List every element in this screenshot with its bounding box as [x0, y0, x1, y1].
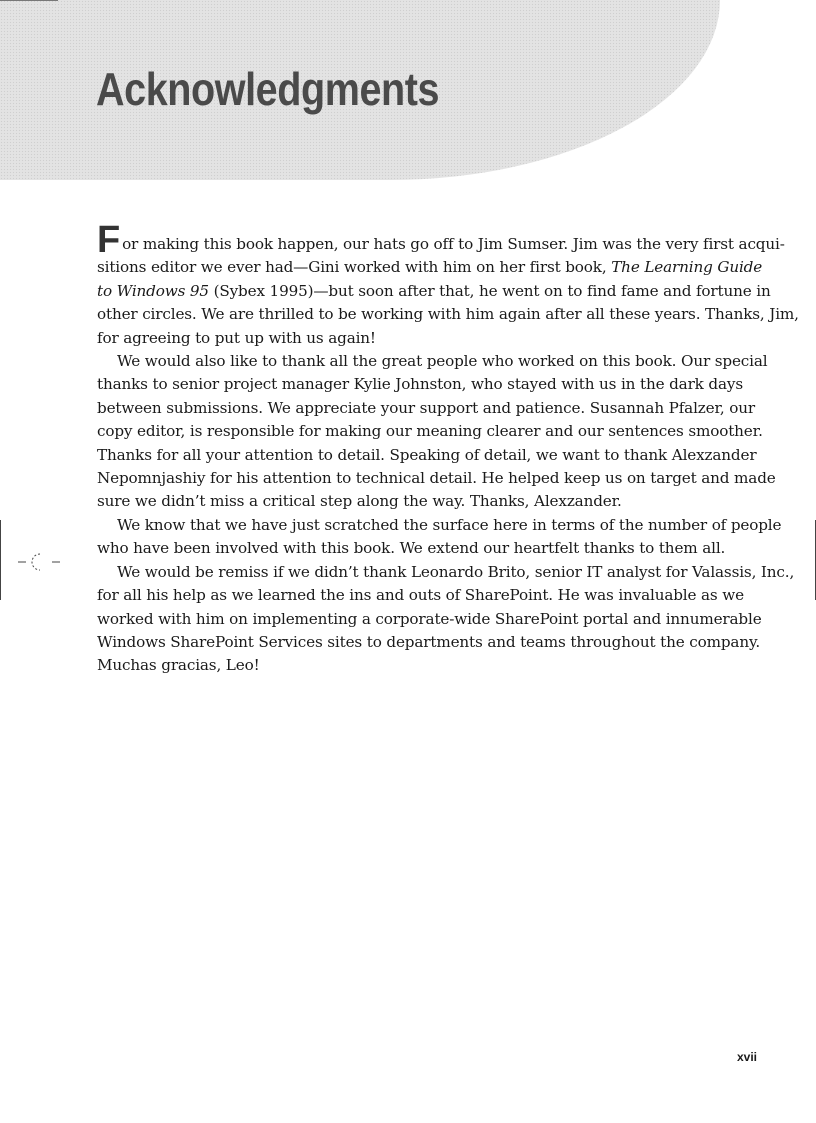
paragraph-2-line-5: Thanks for all your attention to detail. Speaking of detail, we want to thank Alexzander — [97, 445, 757, 464]
book-title: The Learning Guide — [611, 258, 763, 277]
paragraph-4 — [97, 561, 795, 678]
drop-cap: F — [97, 219, 121, 261]
paragraph-1-line-1: For making this book happen, our hats go off to Jim Sumser. Jim was the very first acqui- — [97, 219, 785, 261]
paragraph-1-line-2: sitions editor we ever had—Gini worked with him on her first book, The Learning Guide — [97, 258, 763, 277]
paragraph-2-line-6: Nepomnjashiy for his attention to technical detail. He helped keep us on target and made — [97, 469, 776, 488]
paragraph-4-line-1: We would be remiss if we didn’t thank Leonardo Brito, senior IT analyst for Valassis, Inc., — [117, 562, 795, 581]
paragraph-2-line-2: thanks to senior project manager Kylie Johnston, who stayed with us in the dark days — [97, 375, 743, 394]
book-title-cont: to Windows 95 — [97, 281, 209, 300]
paragraph-1 — [97, 219, 799, 350]
registration-mark-icon — [18, 550, 62, 574]
paragraph-4-line-4: Windows SharePoint Services sites to departments and teams throughout the company. — [97, 632, 761, 651]
crop-mark-left — [0, 520, 1, 600]
paragraph-2-line-4: copy editor, is responsible for making our meaning clearer and our sentences smoother. — [97, 422, 763, 441]
top-rule — [0, 0, 58, 1]
body-text — [97, 219, 799, 678]
paragraph-4-line-5: Muchas gracias, Leo! — [97, 656, 260, 675]
paragraph-3 — [97, 514, 782, 561]
paragraph-2 — [97, 350, 776, 514]
page-number: xvii — [737, 1050, 758, 1064]
paragraph-2-line-1: We would also like to thank all the great people who worked on this book. Our special — [117, 352, 768, 371]
paragraph-3-line-2: who have been involved with this book. We extend our heartfelt thanks to them all. — [97, 539, 726, 558]
paragraph-1-line-5: for agreeing to put up with us again! — [97, 328, 376, 347]
paragraph-1-line-3: to Windows 95 (Sybex 1995)—but soon after that, he went on to find fame and fortune in — [97, 281, 771, 300]
paragraph-4-line-3: worked with him on implementing a corporate-wide SharePoint portal and innumerable — [97, 609, 762, 628]
paragraph-1-line-4: other circles. We are thrilled to be working with him again after all these years. Thanks, Jim, — [97, 305, 799, 324]
page-title: Acknowledgments — [96, 63, 440, 115]
paragraph-2-line-7: sure we didn’t miss a critical step along the way. Thanks, Alexzander. — [97, 492, 622, 511]
paragraph-4-line-2: for all his help as we learned the ins and outs of SharePoint. He was invaluable as we — [97, 586, 744, 605]
paragraph-2-line-3: between submissions. We appreciate your support and patience. Susannah Pfalzer, our — [97, 398, 756, 417]
paragraph-3-line-1: We know that we have just scratched the surface here in terms of the number of people — [117, 515, 782, 534]
